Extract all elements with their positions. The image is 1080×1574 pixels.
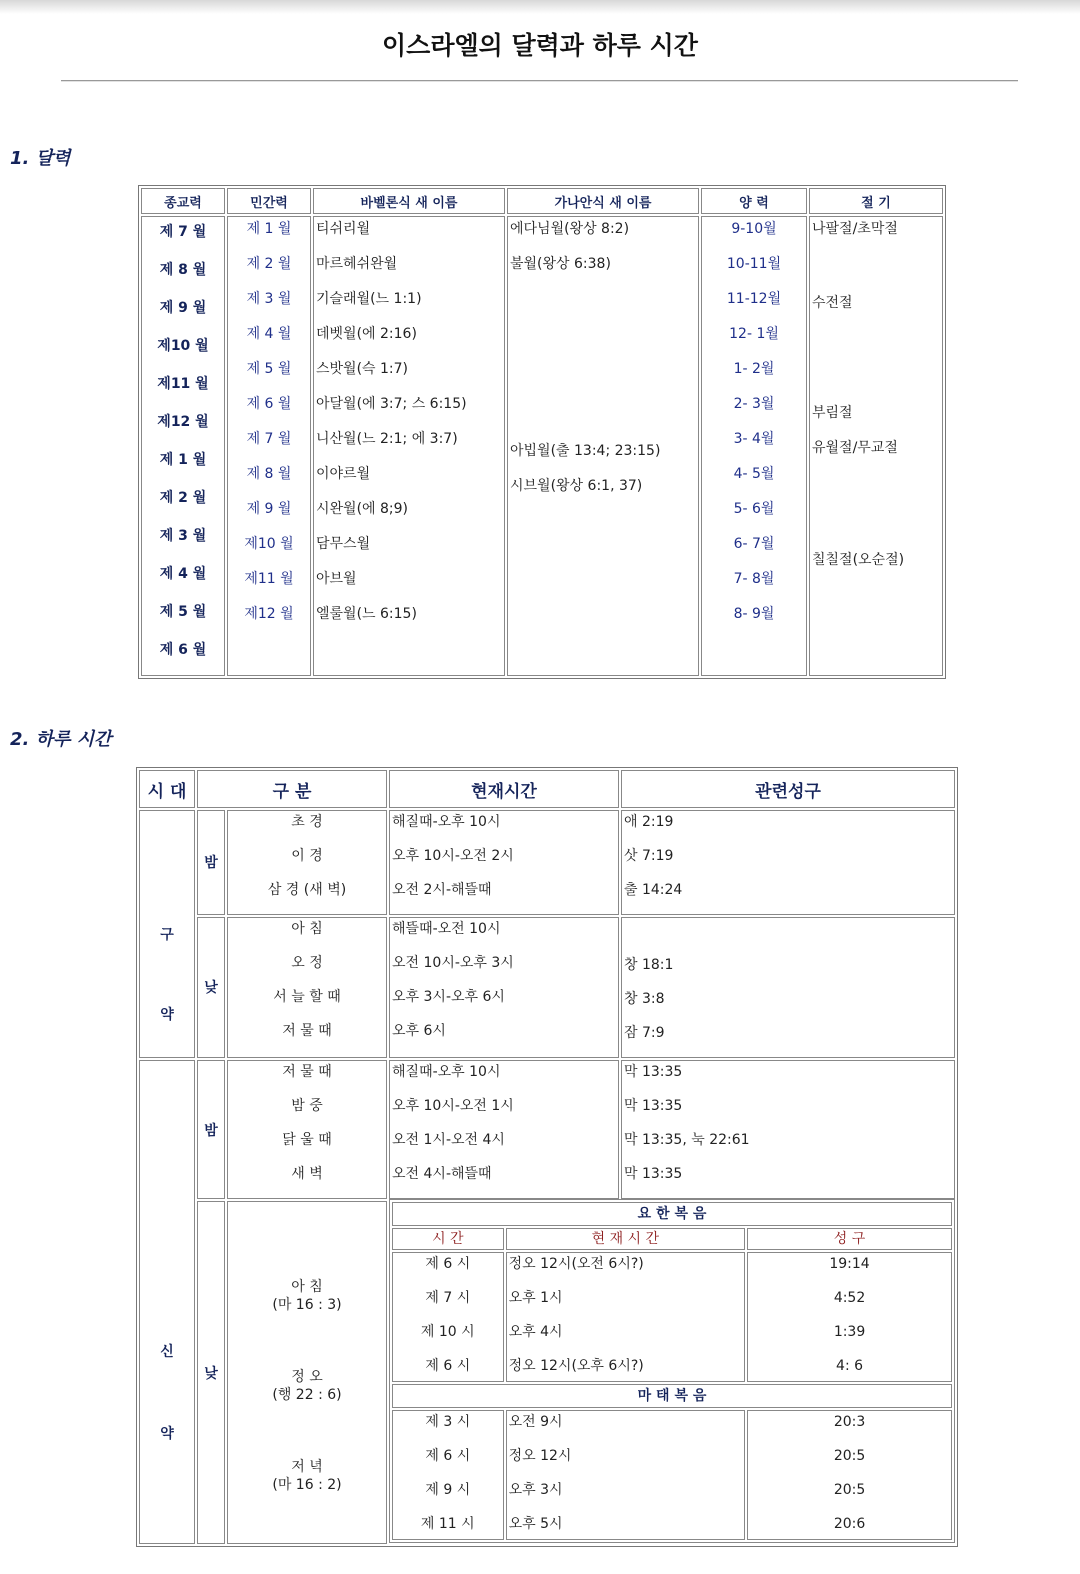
ot-night-times <box>389 810 619 915</box>
current-time: 오후 10시-오전 1시 <box>392 1098 514 1115</box>
bible-ref: 창 18:1 <box>624 956 674 973</box>
current-time: 정오 12시(오전 6시?) <box>508 1256 644 1273</box>
civil-month: 제 1 월 <box>246 221 292 237</box>
babylonian-name: 스밧월(슥 1:7) <box>316 361 409 377</box>
solar-month: 5- 6월 <box>733 501 775 517</box>
watch-name: 밤 중 <box>291 1098 323 1115</box>
civil-month: 제 5 월 <box>246 361 292 377</box>
day-label: 낮 <box>197 917 225 1058</box>
solar-month: 7- 8월 <box>733 571 775 587</box>
current-time: 오후 3시 <box>508 1482 563 1499</box>
bible-ref: 막 13:35 <box>624 1166 683 1183</box>
religious-month: 제 1 월 <box>159 452 207 468</box>
bible-ref: 막 13:35, 눅 22:61 <box>624 1132 750 1149</box>
babylonian-name: 기슬래월(느 1:1) <box>316 291 422 307</box>
watch-name: 이 경 <box>291 848 323 864</box>
civil-month: 제 7 월 <box>246 431 292 447</box>
era-old-testament <box>139 810 195 1058</box>
civil-month: 제 6 월 <box>246 396 292 412</box>
hour: 제 6 시 <box>425 1256 471 1273</box>
festival: 부림절 <box>812 405 853 421</box>
current-time: 오전 10시-오후 3시 <box>392 954 514 971</box>
current-time: 오전 2시-해뜰때 <box>392 882 492 898</box>
canaanite-name: 에다님월(왕상 8:2) <box>510 221 630 237</box>
cal-header: 가나안식 새 이름 <box>507 188 699 214</box>
bible-ref: 20:6 <box>833 1516 866 1533</box>
night-label: 밤 <box>197 810 225 915</box>
babylonian-name: 담무스월 <box>316 536 371 552</box>
babylonian-name: 마르헤쉬완월 <box>316 256 398 272</box>
bible-ref: 20:5 <box>833 1448 866 1465</box>
babylonian-name: 시완월(에 8;9) <box>316 501 409 517</box>
hour: 제 3 시 <box>425 1414 471 1431</box>
watch-name: 삼 경 (새 벽) <box>267 882 347 898</box>
current-time: 오전 4시-해뜰때 <box>392 1166 492 1183</box>
day-name: 아 침 <box>291 1279 323 1296</box>
festival: 나팔절/초막절 <box>812 221 898 237</box>
civil-month: 제11 월 <box>244 571 294 587</box>
religious-month: 제 9 월 <box>159 300 207 316</box>
solar-month: 8- 9월 <box>733 606 775 622</box>
hour: 제 7 시 <box>425 1290 471 1307</box>
bible-ref: 창 3:8 <box>624 990 665 1007</box>
solar-month: 2- 3월 <box>733 396 775 412</box>
gospel-col-header: 성 구 <box>747 1228 952 1250</box>
current-time: 정오 12시(오후 6시?) <box>508 1358 644 1375</box>
civil-month: 제10 월 <box>244 536 294 552</box>
solar-month: 4- 5월 <box>733 466 775 482</box>
bible-ref: 19:14 <box>829 1256 870 1273</box>
solar-month: 6- 7월 <box>733 536 775 552</box>
time-header: 시 대 <box>139 770 195 808</box>
era-char: 구 <box>160 927 174 943</box>
babylonian-name: 이야르월 <box>316 466 371 482</box>
civil-month: 제 9 월 <box>246 501 292 517</box>
era-char: 약 <box>160 1426 174 1442</box>
current-time: 오후 6시 <box>392 1022 446 1039</box>
bible-ref: 1:39 <box>833 1324 866 1341</box>
religious-month: 제 7 월 <box>159 224 207 240</box>
john-now <box>506 1252 745 1382</box>
john-refs <box>747 1252 952 1382</box>
matthew-refs <box>747 1410 952 1540</box>
babylonian-name: 아달월(에 3:7; 스 6:15) <box>316 396 467 412</box>
religious-month: 제10 월 <box>157 338 209 354</box>
nt-night-times <box>389 1060 619 1199</box>
nt-day-evening <box>230 1458 384 1494</box>
current-time: 정오 12시 <box>508 1448 572 1465</box>
day-label: 낮 <box>197 1201 225 1544</box>
bible-ref: 20:5 <box>833 1482 866 1499</box>
calendar-table <box>138 185 946 679</box>
ot-night-refs <box>621 810 955 915</box>
festival: 유월절/무교절 <box>812 440 898 456</box>
civil-month: 제 8 월 <box>246 466 292 482</box>
watch-name: 닭 울 때 <box>282 1132 332 1149</box>
hour: 제 11 시 <box>420 1516 475 1533</box>
religious-month: 제 3 월 <box>159 528 207 544</box>
watch-name: 아 침 <box>291 920 323 937</box>
john-title: 요 한 복 음 <box>392 1202 952 1226</box>
title-divider <box>61 80 1018 82</box>
era-new-testament <box>139 1060 195 1544</box>
bible-ref: 막 13:35 <box>624 1098 683 1115</box>
current-time: 오전 9시 <box>508 1414 563 1431</box>
hour: 제 6 시 <box>425 1358 471 1375</box>
cal-header: 절 기 <box>809 188 943 214</box>
babylonian-name: 니산월(느 2:1; 에 3:7) <box>316 431 458 447</box>
nt-night-refs <box>621 1060 955 1199</box>
era-char: 약 <box>160 1007 174 1023</box>
religious-month: 제11 월 <box>157 376 209 392</box>
ot-day-times <box>389 917 619 1058</box>
cal-header: 양 력 <box>701 188 807 214</box>
time-header: 현재시간 <box>389 770 619 808</box>
religious-month: 제12 월 <box>157 414 209 430</box>
babylonian-name: 엘룰월(느 6:15) <box>316 606 417 622</box>
religious-month: 제 6 월 <box>159 642 207 658</box>
bible-ref: 20:3 <box>833 1414 866 1431</box>
bible-ref: 4: 6 <box>836 1358 864 1375</box>
gospel-col-header: 시 간 <box>392 1228 504 1250</box>
watch-name: 새 벽 <box>291 1166 323 1183</box>
night-label: 밤 <box>197 1060 225 1199</box>
time-header: 관련성구 <box>621 770 955 808</box>
babylonian-name: 아브월 <box>316 571 357 587</box>
current-time: 오후 5시 <box>508 1516 563 1533</box>
religious-month: 제 2 월 <box>159 490 207 506</box>
civil-month: 제 2 월 <box>246 256 292 272</box>
gospel-hours-container <box>389 1201 955 1544</box>
current-time: 해질때-오후 10시 <box>392 1064 501 1081</box>
bible-ref: 애 2:19 <box>624 814 674 830</box>
bible-ref: 삿 7:19 <box>624 848 674 864</box>
watch-name: 저 물 때 <box>282 1064 332 1081</box>
current-time: 오후 4시 <box>508 1324 563 1341</box>
watch-name: 저 물 때 <box>282 1022 332 1039</box>
nt-day-noon <box>230 1368 384 1404</box>
babylonian-name: 데벳월(에 2:16) <box>316 326 417 342</box>
bible-ref: 막 13:35 <box>624 1064 683 1081</box>
festival: 수전절 <box>812 295 853 311</box>
section-heading-daytime: 2. 하루 시간 <box>10 729 112 750</box>
solar-month: 9-10월 <box>731 221 777 237</box>
nt-night-names <box>227 1060 387 1199</box>
section-heading-calendar: 1. 달력 <box>10 148 71 169</box>
current-time: 해질때-오후 10시 <box>392 814 501 830</box>
festival: 칠칠절(오순절) <box>812 552 905 568</box>
current-time: 오후 10시-오전 2시 <box>392 848 514 864</box>
canaanite-name: 시브월(왕상 6:1, 37) <box>510 478 643 494</box>
day-ref: (행 22 : 6) <box>272 1387 342 1404</box>
civil-month: 제12 월 <box>244 606 294 622</box>
gospel-col-header: 현 재 시 간 <box>506 1228 745 1250</box>
bible-ref: 잠 7:9 <box>624 1024 665 1041</box>
solar-month: 3- 4월 <box>733 431 775 447</box>
watch-name: 서 늘 할 때 <box>273 988 341 1005</box>
civil-month: 제 4 월 <box>246 326 292 342</box>
hour: 제 10 시 <box>420 1324 475 1341</box>
civil-month: 제 3 월 <box>246 291 292 307</box>
era-char: 신 <box>160 1344 174 1360</box>
current-time: 오후 1시 <box>508 1290 563 1307</box>
matthew-hours <box>392 1410 504 1540</box>
canaanite-name: 불월(왕상 6:38) <box>510 256 611 272</box>
hour: 제 6 시 <box>425 1448 471 1465</box>
day-ref: (마 16 : 3) <box>272 1297 342 1314</box>
religious-month: 제 4 월 <box>159 566 207 582</box>
hour: 제 9 시 <box>425 1482 471 1499</box>
matthew-title: 마 태 복 음 <box>392 1384 952 1408</box>
solar-column <box>701 216 807 676</box>
john-hours <box>392 1252 504 1382</box>
religious-month: 제 8 월 <box>159 262 207 278</box>
time-header: 구 분 <box>197 770 387 808</box>
solar-month: 1- 2월 <box>733 361 775 377</box>
nt-day-morning <box>230 1278 384 1314</box>
babylonian-name: 티쉬리월 <box>316 221 371 237</box>
day-ref: (마 16 : 2) <box>272 1477 342 1494</box>
current-time: 오후 3시-오후 6시 <box>392 988 505 1005</box>
gospel-hours-table <box>389 1199 955 1543</box>
ot-day-refs <box>621 917 955 1058</box>
daytime-table <box>136 767 958 1547</box>
ot-day-names <box>227 917 387 1058</box>
nt-day-names <box>227 1201 387 1544</box>
ot-night-names <box>227 810 387 915</box>
day-name: 저 녁 <box>291 1459 323 1476</box>
solar-month: 11-12월 <box>726 291 782 307</box>
bible-ref: 출 14:24 <box>624 882 683 898</box>
matthew-now <box>506 1410 745 1540</box>
religious-column <box>141 216 225 676</box>
solar-month: 12- 1월 <box>729 326 779 342</box>
current-time: 오전 1시-오전 4시 <box>392 1132 505 1149</box>
cal-header: 민간력 <box>227 188 311 214</box>
religious-month: 제 5 월 <box>159 604 207 620</box>
day-name: 정 오 <box>291 1369 323 1386</box>
festival-column <box>809 216 943 676</box>
watch-name: 오 정 <box>291 954 323 971</box>
watch-name: 초 경 <box>291 814 323 830</box>
canaanite-column <box>507 216 699 676</box>
solar-month: 10-11월 <box>726 256 782 272</box>
babylonian-column <box>313 216 505 676</box>
cal-header: 바벨론식 새 이름 <box>313 188 505 214</box>
page-title: 이스라엘의 달력과 하루 시간 <box>382 31 698 60</box>
bible-ref: 4:52 <box>833 1290 866 1307</box>
cal-header: 종교력 <box>141 188 225 214</box>
top-shadow <box>0 0 1080 14</box>
civil-column <box>227 216 311 676</box>
canaanite-name: 아빕월(출 13:4; 23:15) <box>510 443 661 459</box>
current-time: 해뜰때-오전 10시 <box>392 920 501 937</box>
